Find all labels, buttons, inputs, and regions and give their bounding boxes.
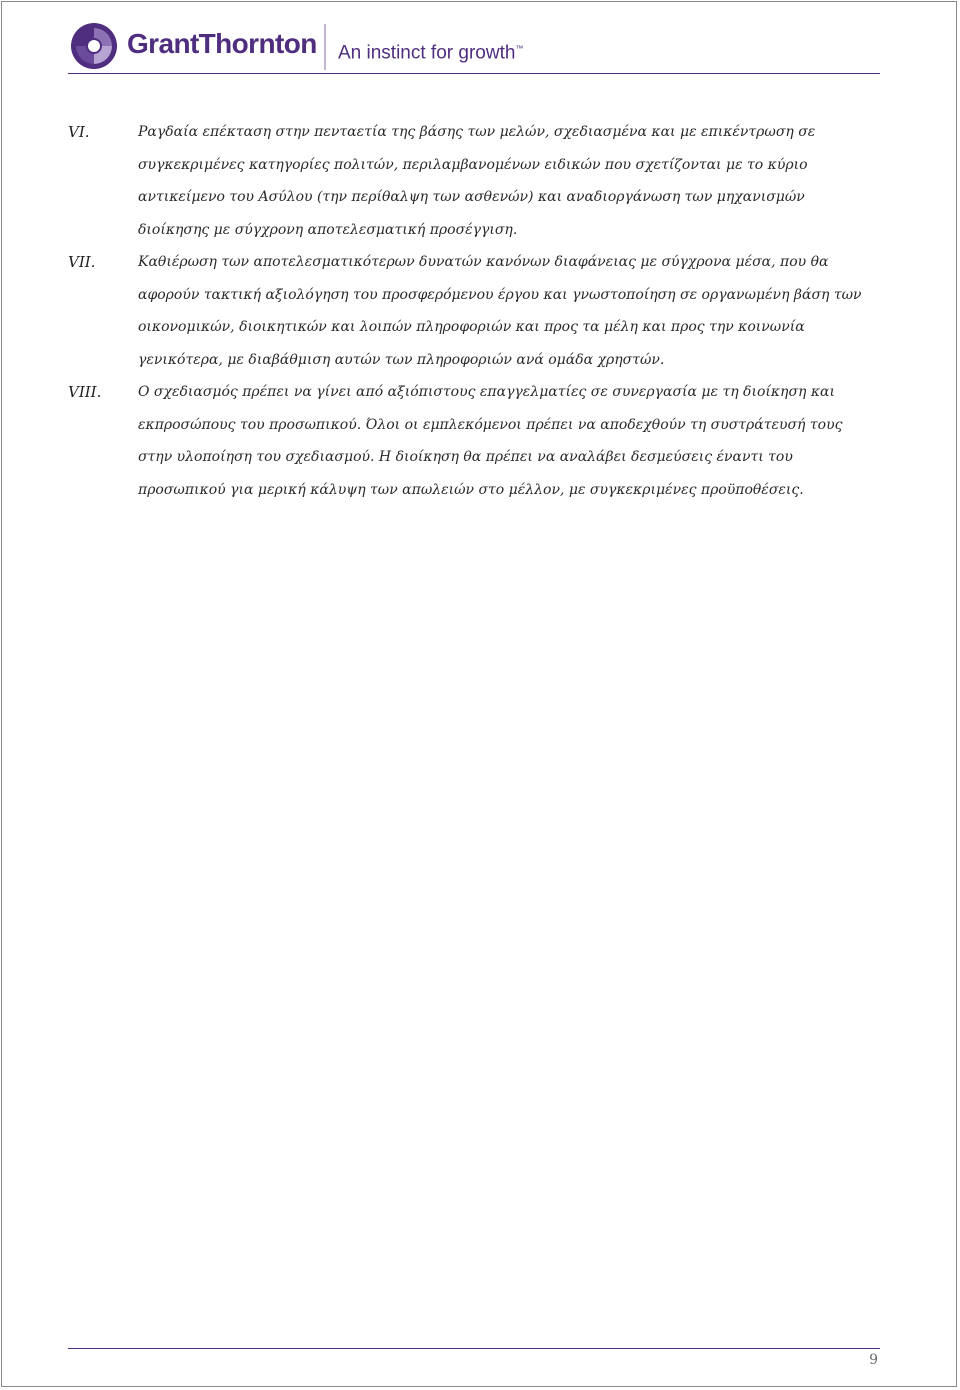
page-number: 9: [869, 1352, 878, 1368]
item-text: Ο σχεδιασμός πρέπει να γίνει από αξιόπιστους επαγγελματίες σε συνεργασία με τη διοίκηση και εκπροσώπους του προσωπικού. Όλοι οι εμπλεκόμενοι πρέπει να αποδεχθούν τη συστράτευσή τους στην υλοποίηση του σχεδιασμού. Η διοίκηση θα πρέπει να αναλάβει δεσμεύσεις έναντι του προσωπικού για μερική κάλυψη των απωλειών στο μέλλον, με συγκεκριμένες προϋποθέσεις.: [138, 384, 843, 498]
header-rule: [68, 73, 880, 74]
trademark-mark: ™: [515, 44, 524, 53]
page-header: [70, 20, 880, 74]
item-numeral: VI.: [68, 123, 90, 141]
list-item: [68, 246, 878, 376]
item-text: Καθιέρωση των αποτελεσματικότερων δυνατών κανόνων διαφάνειας με σύγχρονα μέσα, που θα αφορούν τακτική αξιολόγηση του προσφερόμενου έργου και γνωστοποίηση σε οργανωμένη βάση των οικονομικών, διοικητικών και λοιπών πληροφοριών και προς τα μέλη και προς την κοινωνία γενικότερα, με διαβάθμιση αυτών των πληροφοριών ανά ομάδα χρηστών.: [138, 254, 862, 368]
document-body: [68, 116, 878, 506]
list-item: [68, 116, 878, 246]
brand-name: GrantThornton: [127, 28, 317, 59]
item-numeral: VII.: [68, 253, 96, 271]
item-text: Ραγδαία επέκταση στην πενταετία της βάσης των μελών, σχεδιασμένα και με επικέντρωση σε συγκεκριμένες κατηγορίες πολιτών, περιλαμβανομένων ειδικών που σχετίζονται με το κύριο αντικείμενο του Ασύλου (την περίθαλψη των ασθενών) και αναδιοργάνωση των μηχανισμών διοίκησης με σύγχρονη αποτελεσματική προσέγγιση.: [138, 124, 816, 238]
footer-rule: [68, 1348, 880, 1349]
item-numeral: VIII.: [68, 383, 102, 401]
list-item: [68, 376, 878, 506]
brand-tagline: [338, 36, 523, 66]
tagline-text: An instinct for growth: [338, 42, 516, 64]
brand-divider: [324, 24, 326, 70]
grant-thornton-swirl-icon: [70, 22, 118, 70]
